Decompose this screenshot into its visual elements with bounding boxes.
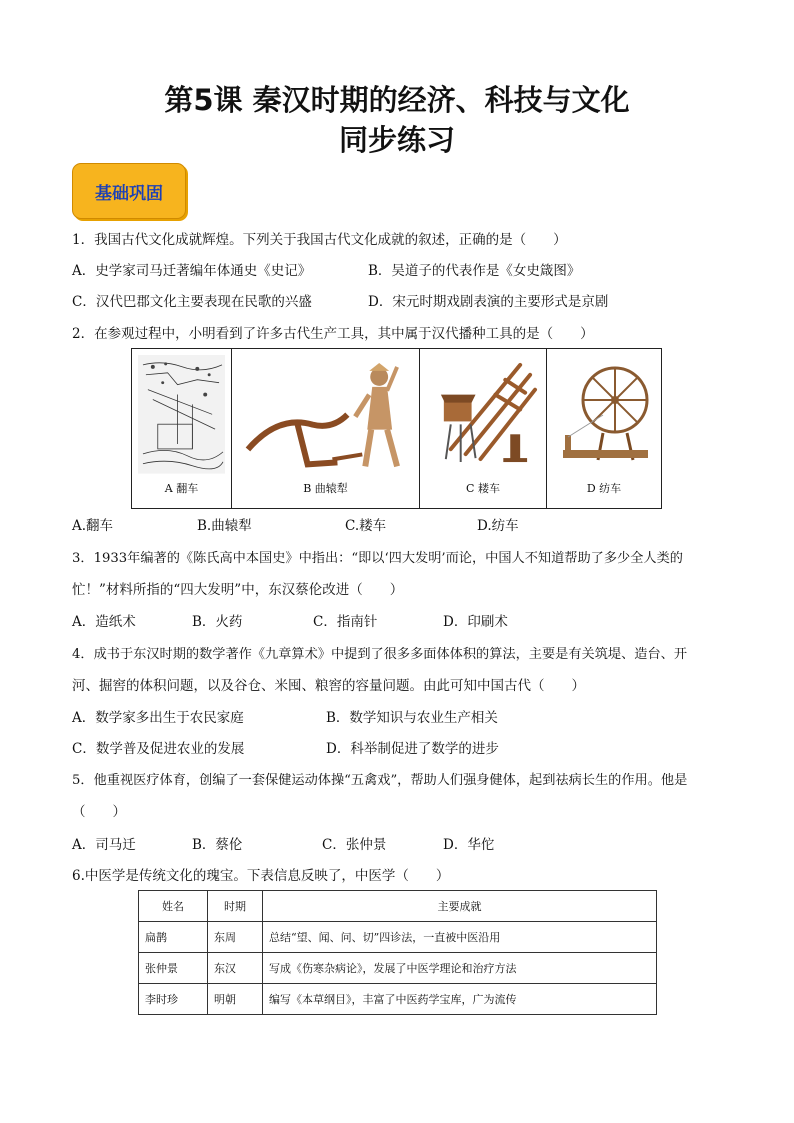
q2-caption-c: C 耧车 xyxy=(466,482,500,495)
spinning-wheel-illustration xyxy=(553,355,655,475)
q5-option-d: D．华佗 xyxy=(443,837,495,853)
q5-stem-line2: （ ） xyxy=(72,804,126,820)
q3-option-d: D．印刷术 xyxy=(443,614,508,630)
page-title-line1: 第5课 秦汉时期的经济、科技与文化 xyxy=(164,83,630,117)
q4-option-d: D．科举制促进了数学的进步 xyxy=(326,741,499,757)
table-cell: 张仲景 xyxy=(139,953,208,984)
q3-option-b: B．火药 xyxy=(192,614,243,630)
q5-option-c: C．张仲景 xyxy=(322,837,387,853)
q2-image-table xyxy=(131,348,662,509)
table-header-row xyxy=(139,891,657,922)
q1-option-b: B．吴道子的代表作是《女史箴图》 xyxy=(368,263,581,279)
q1-stem: 1．我国古代文化成就辉煌。下列关于我国古代文化成就的叙述，正确的是（ ） xyxy=(72,232,567,248)
q2-image-d xyxy=(547,349,661,508)
q5-stem-line1: 5．他重视医疗体育，创编了一套保健运动体操“五禽戏”，帮助人们强身健体，起到祛病长生的作用。他是 xyxy=(72,773,688,788)
table-cell: 明朝 xyxy=(208,984,263,1015)
seed-drill-illustration xyxy=(426,355,540,474)
table-row xyxy=(139,984,657,1015)
q6-info-table xyxy=(138,890,657,1015)
q2-option-a: A.翻车 xyxy=(72,518,114,534)
q6-stem: 6.中医学是传统文化的瑰宝。下表信息反映了，中医学（ ） xyxy=(72,868,450,884)
curved-shaft-plough-illustration xyxy=(238,355,413,474)
q5-option-b: B．蔡伦 xyxy=(192,837,243,853)
q2-image-a xyxy=(132,349,232,508)
table-cell: 东周 xyxy=(208,922,263,953)
q3-option-c: C．指南针 xyxy=(313,614,378,630)
q2-option-c: C.耧车 xyxy=(345,518,387,534)
section-badge-label: 基础巩固 xyxy=(95,183,163,204)
q5-option-a: A．司马迁 xyxy=(72,837,136,853)
table-row xyxy=(139,922,657,953)
q1-option-a: A．史学家司马迁著编年体通史《史记》 xyxy=(72,263,312,279)
table-cell: 李时珍 xyxy=(139,984,208,1015)
table-header-achievement: 主要成就 xyxy=(263,891,657,922)
q4-stem-line1: 4．成书于东汉时期的数学著作《九章算术》中提到了很多多面体体积的算法，主要是有关筑堤、造台、开 xyxy=(72,647,688,662)
table-header-period: 时期 xyxy=(208,891,263,922)
q2-caption-d: D 纺车 xyxy=(586,482,622,495)
q2-option-d: D.纺车 xyxy=(477,518,519,534)
q4-stem-line2: 河、掘窖的体积问题，以及谷仓、米囤、粮窖的容量问题。由此可知中国古代（ ） xyxy=(72,678,585,694)
table-cell: 总结“望、闻、问、切”四诊法，一直被中医沿用 xyxy=(263,922,657,953)
page-title-line2: 同步练习 xyxy=(338,123,455,157)
table-cell: 编写《本草纲目》，丰富了中医药学宝库，广为流传 xyxy=(263,984,657,1015)
q4-option-b: B．数学知识与农业生产相关 xyxy=(326,710,498,726)
q1-option-c: C．汉代巴郡文化主要表现在民歌的兴盛 xyxy=(72,294,312,310)
q4-option-c: C．数学普及促进农业的发展 xyxy=(72,741,245,757)
q2-caption-b: B 曲辕犁 xyxy=(303,482,348,495)
table-cell: 写成《伤寒杂病论》，发展了中医学理论和治疗方法 xyxy=(263,953,657,984)
q3-option-a: A．造纸术 xyxy=(72,614,136,630)
q2-caption-a: A 翻车 xyxy=(164,482,199,495)
table-header-name: 姓名 xyxy=(139,891,208,922)
q2-option-b: B.曲辕犁 xyxy=(197,518,252,534)
table-cell: 扁鹊 xyxy=(139,922,208,953)
section-badge xyxy=(72,163,186,219)
table-cell: 东汉 xyxy=(208,953,263,984)
q1-option-d: D．宋元时期戏剧表演的主要形式是京剧 xyxy=(368,294,609,310)
q4-option-a: A．数学家多出生于农民家庭 xyxy=(72,710,244,726)
q3-stem-line1: 3．1933年编著的《陈氏高中本国史》中指出：“即以‘四大发明’而论，中国人不知道帮助了多少全人类的 xyxy=(72,551,683,566)
q3-stem-line2: 忙！”材料所指的“四大发明”中，东汉蔡伦改进（ ） xyxy=(72,582,404,598)
table-row xyxy=(139,953,657,984)
q2-image-c xyxy=(420,349,547,508)
dragon-bone-waterwheel-illustration xyxy=(138,355,225,474)
q2-stem: 2．在参观过程中，小明看到了许多古代生产工具，其中属于汉代播种工具的是（ ） xyxy=(72,326,594,342)
q2-image-b xyxy=(232,349,420,508)
